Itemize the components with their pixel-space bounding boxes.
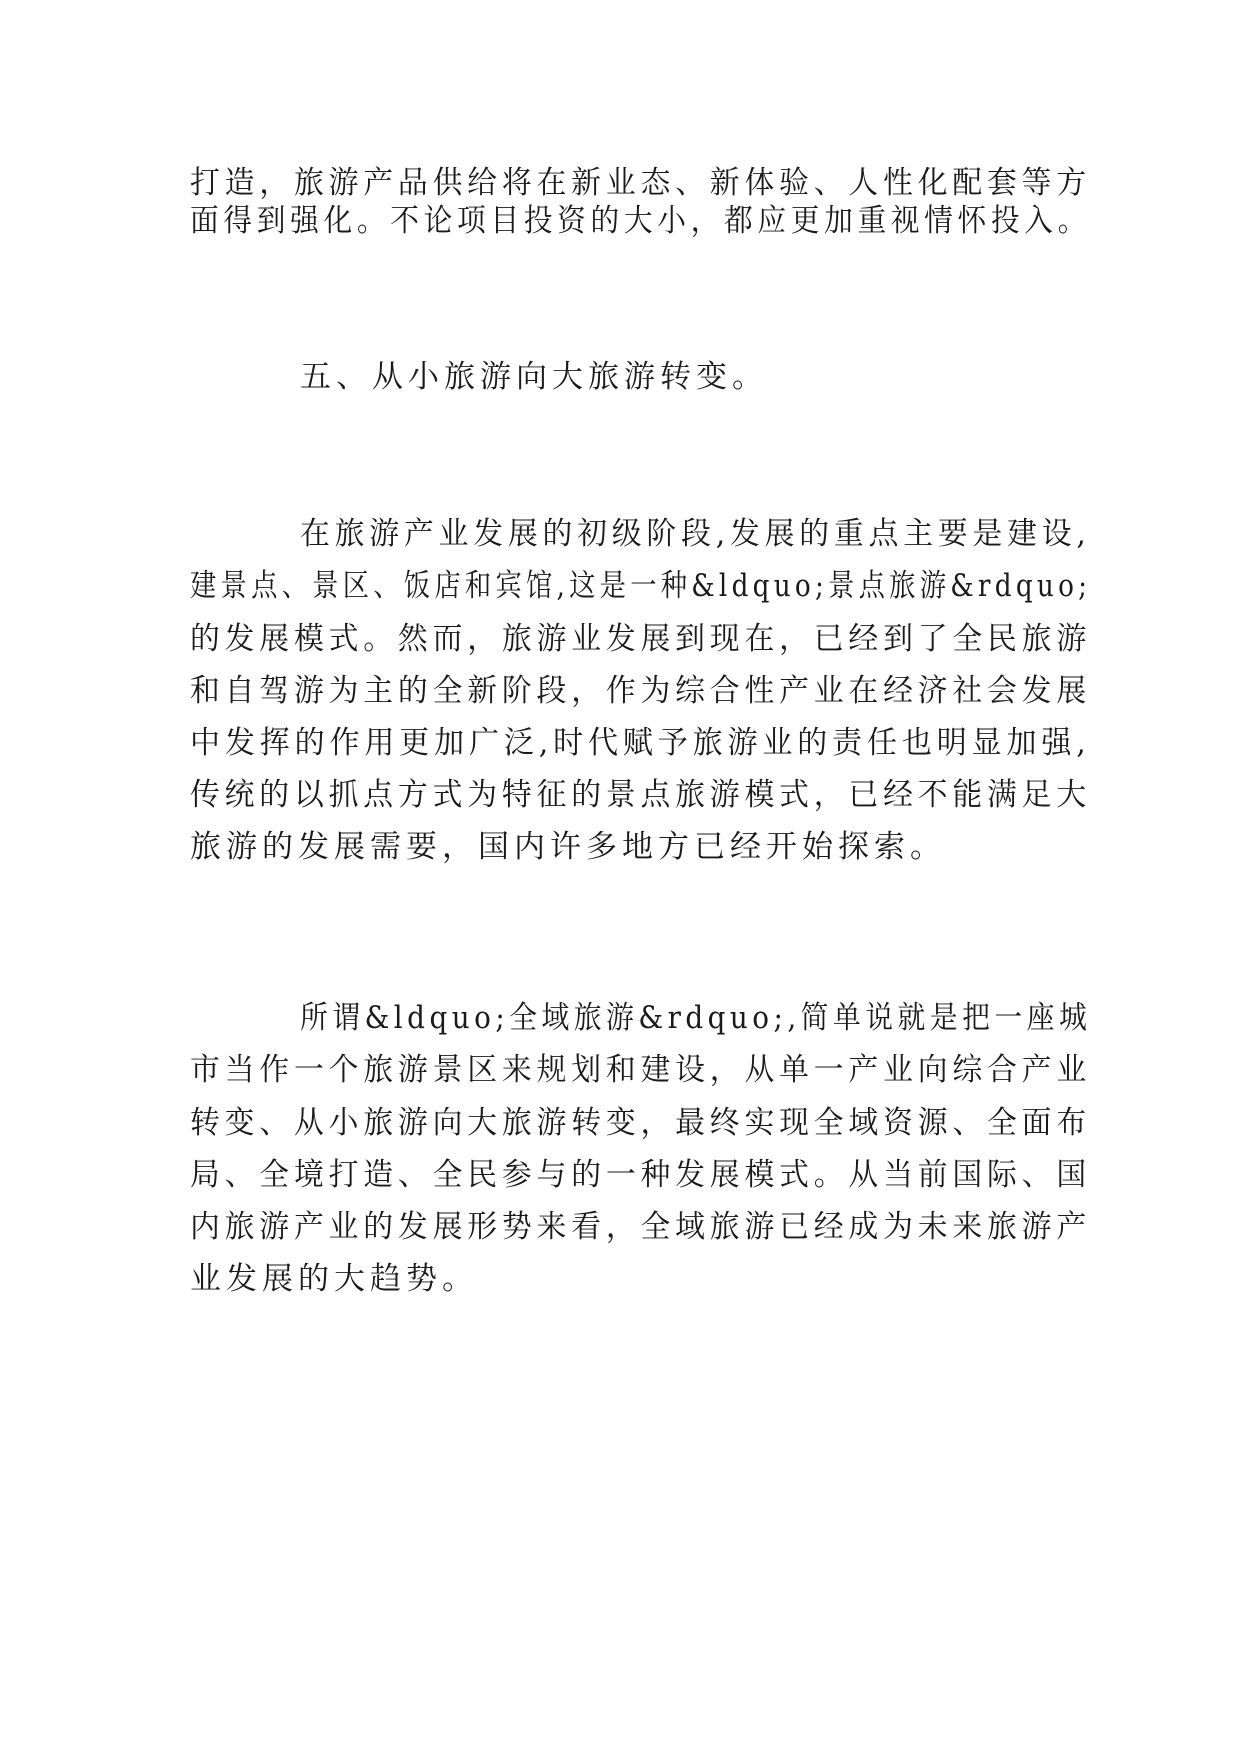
paragraph-3-line-6: 业发展的大趋势。 — [190, 1261, 478, 1297]
paragraph-3-line-2: 市当作一个旅游景区来规划和建设，从单一产业向综合产业 — [190, 1052, 1091, 1088]
paragraph-3-line-5: 内旅游产业的发展形势来看，全域旅游已经成为未来旅游产 — [190, 1209, 1091, 1245]
section-heading: 五、从小旅游向大旅游转变。 — [300, 359, 768, 395]
paragraph-2-line-6: 传统的以抓点方式为特征的景点旅游模式，已经不能满足大 — [190, 777, 1091, 813]
paragraph-2-line-1: 在旅游产业发展的初级阶段,发展的重点主要是建设, — [300, 516, 1091, 552]
paragraph-2-line-2: 建景点、景区、饭店和宾馆,这是一种&ldquo;景点旅游&rdquo; — [190, 568, 1092, 604]
paragraph-2-line-4: 和自驾游为主的全新阶段，作为综合性产业在经济社会发展 — [190, 673, 1091, 709]
paragraph-2-line-7: 旅游的发展需要，国内许多地方已经开始探索。 — [190, 829, 946, 865]
paragraph-2-line-5: 中发挥的作用更加广泛,时代赋予旅游业的责任也明显加强, — [190, 725, 1091, 761]
paragraph-1-line-2: 面得到强化。不论项目投资的大小，都应更加重视情怀投入。 — [190, 203, 1092, 239]
paragraph-3-line-4: 局、全境打造、全民参与的一种发展模式。从当前国际、国 — [190, 1157, 1091, 1193]
paragraph-1-line-1: 打造，旅游产品供给将在新业态、新体验、人性化配套等方 — [190, 165, 1091, 201]
paragraph-3-line-3: 转变、从小旅游向大旅游转变，最终实现全域资源、全面布 — [190, 1105, 1091, 1141]
paragraph-3-line-1: 所谓&ldquo;全域旅游&rdquo;,简单说就是把一座城 — [300, 1000, 1092, 1036]
paragraph-2-line-3: 的发展模式。然而，旅游业发展到现在，已经到了全民旅游 — [190, 621, 1091, 657]
